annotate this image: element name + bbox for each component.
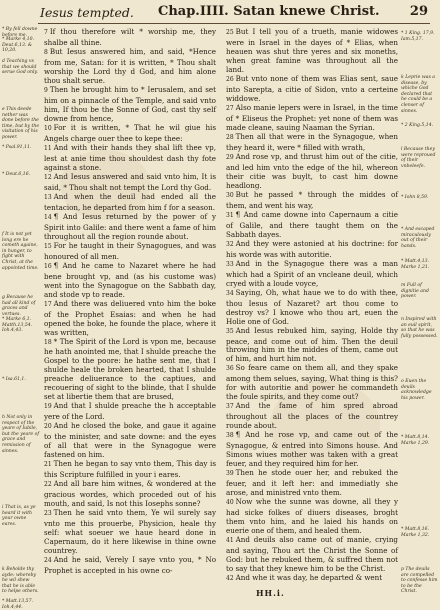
verse: [44, 261, 216, 299]
verse-text: And with their hands they shal lift thee vp, lest at anie time thou shouldest dash thy fote against a stone.: [44, 142, 216, 172]
verse-text: Now whe the sunne was downe, all they y had sicke folkes of diuers diseases, broght them vnto him, and he laied his hands on euerie one of them, and healed them.: [226, 497, 398, 536]
verse: [226, 103, 398, 132]
verse: [44, 337, 216, 402]
margin-note: m Full of dignitie and power.: [401, 283, 429, 300]
verse-number: 7: [44, 29, 48, 36]
verse: [44, 212, 216, 241]
margin-note: * Psal.91,11.: [2, 145, 32, 150]
verse-number: 14: [44, 213, 52, 221]
head-rule: [38, 23, 430, 24]
verse: [226, 74, 398, 103]
verse-text: And he closed the boke, and gaue it againe to the minister, and sate downe: and the eyes of all that were in the Synagogue were fastened on him.: [44, 421, 216, 460]
verse: [226, 326, 398, 364]
margin-note: * Isa.61,1.: [2, 377, 26, 382]
verse: [44, 555, 216, 575]
margin-note: * Marke 4,10. Deut.6,13. & 10,20.: [2, 37, 35, 54]
running-head-title: Chap.IIII. Satan knewe Christ.: [158, 4, 380, 19]
verse: [226, 430, 398, 468]
margin-note: * And escaped miraculously out of their hands.: [401, 227, 435, 249]
verse: [44, 479, 216, 508]
verse-text: But Iesus answered him, and said, *Hence from me, Satan: for it is written, * Thou shalt worship the Lord thy d God, and him alone thou shalt serue.: [44, 46, 216, 85]
verse-text: And all bare him witnes, & wondered at the gracious wordes, which proceded out of his mouth, and said, Is not this Iosephs sonne?: [44, 479, 216, 509]
verse-text: And in the Synagogue there was a man which had a Spirit of an vncleane deuil, which cryed with a loude voyce,: [226, 258, 398, 288]
margin-note: * Matt.13,57. Ioh.4,44.: [2, 599, 33, 610]
verse: [226, 27, 398, 74]
verse-number: 26: [226, 75, 234, 83]
margin-note: i That is, as ye heard it with your owne eares.: [2, 505, 36, 527]
verse: [226, 288, 398, 326]
verse-text: But he passed * through the middes of them, and went his way,: [226, 189, 398, 210]
verse-text: ¶ And came downe into Capernaum a citie of Galile, and there taught them on the Sabbath dayes.: [226, 209, 398, 239]
verse-number: 30: [226, 191, 234, 199]
margin-note: k Beholde thy ayde: whereby he wil shew that he is able to helpe others.: [2, 567, 39, 595]
verse: [44, 459, 216, 479]
verse-text: Then all that were in the Synagogue, when they heard it, were * filled with wrath,: [226, 131, 398, 152]
verse-number: 39: [226, 470, 234, 478]
verse-text: But vnto none of them was Elias sent, saue into Sarepta, a citie of Sidon, vnto a certeine widdowe.: [226, 73, 398, 103]
verse: [44, 85, 216, 123]
verse: [44, 123, 216, 143]
verse-text: Then he stode ouer her, and rebuked the feuer, and it left her: and immediatly she arose, and ministred vnto them.: [226, 468, 398, 498]
verse-text: And that I shulde preache the h acceptable yere of the Lord.: [44, 401, 216, 422]
margin-note: * Iohn 8,59.: [401, 195, 429, 200]
verse: [226, 210, 398, 239]
verse-number: 29: [226, 153, 234, 161]
margin-note: d Teaching vs that we should serue God only.: [2, 59, 38, 76]
left-text-column: [44, 27, 216, 575]
signature-mark: HH.i.: [256, 588, 285, 598]
margin-note: * Matt.8,16. Marke 1,32.: [401, 527, 430, 538]
verse-number: 35: [226, 327, 234, 335]
verse-number: 16: [44, 262, 52, 270]
verse-number: 19: [44, 403, 52, 411]
verse-text: Then he brought him to * Ierusalem, and set him on a pinnacle of the Temple, and said vnto him, If thou be the Sonne of God, cast thy self downe from hence,: [44, 84, 216, 123]
verse: [44, 241, 216, 261]
verse-number: 32: [226, 240, 234, 248]
margin-note: k Leprie was a disease, by whiche God declared that he could be a clenser of sinnes.: [401, 75, 436, 114]
verse-text: * The Spirit of the Lord is vpon me, because he hath anointed me, that I shulde preache the Gospel to the poore: he hathe sent me, that I shulde heale the broken hearted, that I shulde preache deliuerance to the captiues, and recouering of sight to the blinde, that I shulde set at libertie them that are brused,: [44, 336, 216, 402]
running-head: [0, 2, 440, 24]
verse-text: And when the deuil had ended all the tentacion, he departed from him f for a season.: [44, 191, 216, 212]
verse-number: 10: [44, 124, 52, 132]
verse: [226, 132, 398, 152]
verse: [226, 401, 398, 430]
margin-note: e This deede nether was done before the time, but by the visitation of his power.: [2, 107, 40, 140]
verse-number: 24: [44, 557, 52, 565]
verse-text: But I tell you of a trueth, manie widowes were in Israel in the dayes of * Elias, when heauen was shut thre yeres and six moneths, when great famine was throughout all the land.: [226, 27, 398, 74]
margin-note: l Because they were reproued of their vnbeleefe.: [401, 147, 436, 169]
verse-text: And rose vp, and thrust him out of the citie, and led him vnto the edge of the hil, whereon their citie was buylt, to cast him downe headlong.: [226, 151, 398, 190]
verse: [226, 152, 398, 190]
verse-number: 42: [226, 575, 234, 583]
verse-text: If thou therefore wilt * worship me, they shalbe all thine.: [44, 27, 216, 47]
margin-note: * 1 King. 17,9. Iam.5,17.: [401, 31, 435, 42]
verse-text: For he taught in their Synagogues, and was honoured of all men.: [44, 240, 216, 261]
page-number: 29: [409, 4, 428, 19]
verse-number: 17: [44, 300, 52, 308]
verse-number: 40: [226, 499, 234, 507]
verse-text: Then he said vnto them, Ye wil surely say vnto me this prouerbe, Physicion, heale thy self: what soeuer we haue heard done in Capernaum, do it here likewise in thine owne countrey.: [44, 508, 216, 556]
verse: [44, 27, 216, 47]
verse-number: 18: [44, 338, 52, 346]
margin-note: * Matt.4,13. Marke 1,21.: [401, 259, 430, 270]
verse-number: 23: [44, 510, 52, 518]
margin-note: * By fell downe before me.: [2, 27, 38, 38]
right-text-column: [226, 27, 398, 584]
verse-text: And they were astonied at his doctrine: for his worde was with autoritie.: [226, 238, 398, 259]
verse-text: And there was deliuered vnto him the boke of the Prophet Esaias: and when he had opened the boke, he founde the place, where it was written,: [44, 298, 216, 337]
running-head-left: Iesus tempted.: [40, 5, 134, 20]
verse-number: 28: [226, 133, 234, 141]
margin-note: o Euen the deuils acknowledge his power.: [401, 379, 432, 401]
verse-text: And he said, Verely I saye vnto you, * No Prophet is accepted in his owne co-: [44, 555, 216, 576]
verse-text: ¶ And he came to Nazaret where he had bene brought vp, and (as his custome was) went into the Synagogue on the Sabbath day, and stode vp to reade.: [44, 260, 216, 299]
verse: [226, 239, 398, 259]
verse-number: 20: [44, 423, 52, 431]
verse: [226, 468, 398, 497]
verse-number: 36: [226, 365, 234, 373]
verse-text: ¶ And Iesus returned by the power of y Spirit into Galile: and there went a fame of him throughout all the region rounde about.: [44, 211, 216, 241]
margin-note: f It is not yet long ere he cometh againe, in hunger, to fight with Christ, at the appointed time.: [2, 232, 39, 271]
verse: [44, 143, 216, 172]
margin-note: * Deut.6,16.: [2, 172, 31, 177]
verse-number: 25: [226, 29, 234, 36]
margin-note: n Inspired with an euil spirit, so that he was fully possessed.: [401, 317, 438, 339]
verse: [226, 497, 398, 535]
margin-note: p The deuils are compelled to confesse him to be the Christ.: [401, 567, 438, 595]
verse: [226, 259, 398, 288]
verse-text: And the fame of him spred abroad throughout all the places of the countrey rounde about.: [226, 401, 398, 431]
verse-text: Then he began to say vnto them, This day is this Scripture fulfilled in your i eares.: [44, 459, 216, 480]
verse: [226, 190, 398, 210]
verse: [226, 535, 398, 573]
verse-number: 12: [44, 173, 52, 181]
verse: [44, 401, 216, 421]
verse: [226, 363, 398, 401]
verse-text: So feare came on them all, and they spake among them selues, saying, What thing is this? for with autoritie and power he commandeth the foule spirits, and they come out?: [226, 363, 398, 402]
verse-number: 15: [44, 242, 52, 250]
verse: [44, 421, 216, 459]
verse-number: 11: [44, 144, 52, 152]
verse-text: ¶ And he rose vp, and came out of the Synagogue, & entred into Simons house. And Simons wiues mother was taken with a great feuer, and they required him for her.: [226, 430, 398, 469]
verse-text: And Iesus answered and said vnto him, It is said, * Thou shalt not tempt the Lord thy God.: [44, 171, 216, 192]
margin-note: * 2 King.5,14.: [401, 123, 434, 128]
verse: [44, 508, 216, 555]
verse-number: 27: [226, 104, 234, 112]
verse-number: 31: [226, 211, 234, 219]
verse: [44, 192, 216, 212]
verse-number: 22: [44, 481, 52, 489]
verse-number: 37: [226, 403, 234, 411]
verse-number: 33: [226, 260, 234, 268]
margin-note: h Not only in respect of the yeare of Iubile, but the yeare of grace and remission of sinnes.: [2, 415, 40, 454]
verse-text: Also manie lepers were in Israel, in the time of * Eliseus the Prophet: yet none of them was made cleane, sauing Naaman the Syrian.: [226, 102, 398, 132]
verse-text: For it is written, * That he wil giue his Angels charge ouer thee to kepe thee:: [44, 122, 216, 143]
margin-note: * Matt.8,14. Marke 1,29.: [401, 435, 430, 446]
verse: [44, 47, 216, 85]
verse-text: Saying, Oh, what haue we to do with thee, thou Iesus of Nazaret? art thou come to destroy vs? I knowe who thou art, euen the Holie one of God.: [226, 287, 398, 326]
verse: [44, 299, 216, 337]
verse-number: 34: [226, 289, 234, 297]
verse-text: And Iesus rebuked him, saying, Holde thy peace, and come out of him. Then the deuil throwing him in the middes of them, came out of him, and hurt him not.: [226, 325, 398, 364]
margin-note: * Marke 6,1. Matth.13,54. Ioh.4,43.: [2, 317, 33, 334]
verse-number: 8: [44, 48, 48, 56]
verse: [226, 573, 398, 584]
verse-number: 41: [226, 537, 234, 545]
verse: [44, 172, 216, 192]
margin-note: g Because he had all kind of graces and vertues.: [2, 295, 36, 317]
verse-number: 38: [226, 432, 234, 440]
verse-text: And deuils also came out of manie, crying and saying, Thou art the Christ the Sonne of God: but he rebuked them, & suffred them not to say that they knewe him to be the Christ.: [226, 535, 398, 574]
verse-number: 13: [44, 193, 52, 201]
verse-text: And whe it was day, he departed & went: [235, 573, 383, 583]
verse-number: 9: [44, 86, 48, 94]
verse-number: 21: [44, 461, 52, 469]
